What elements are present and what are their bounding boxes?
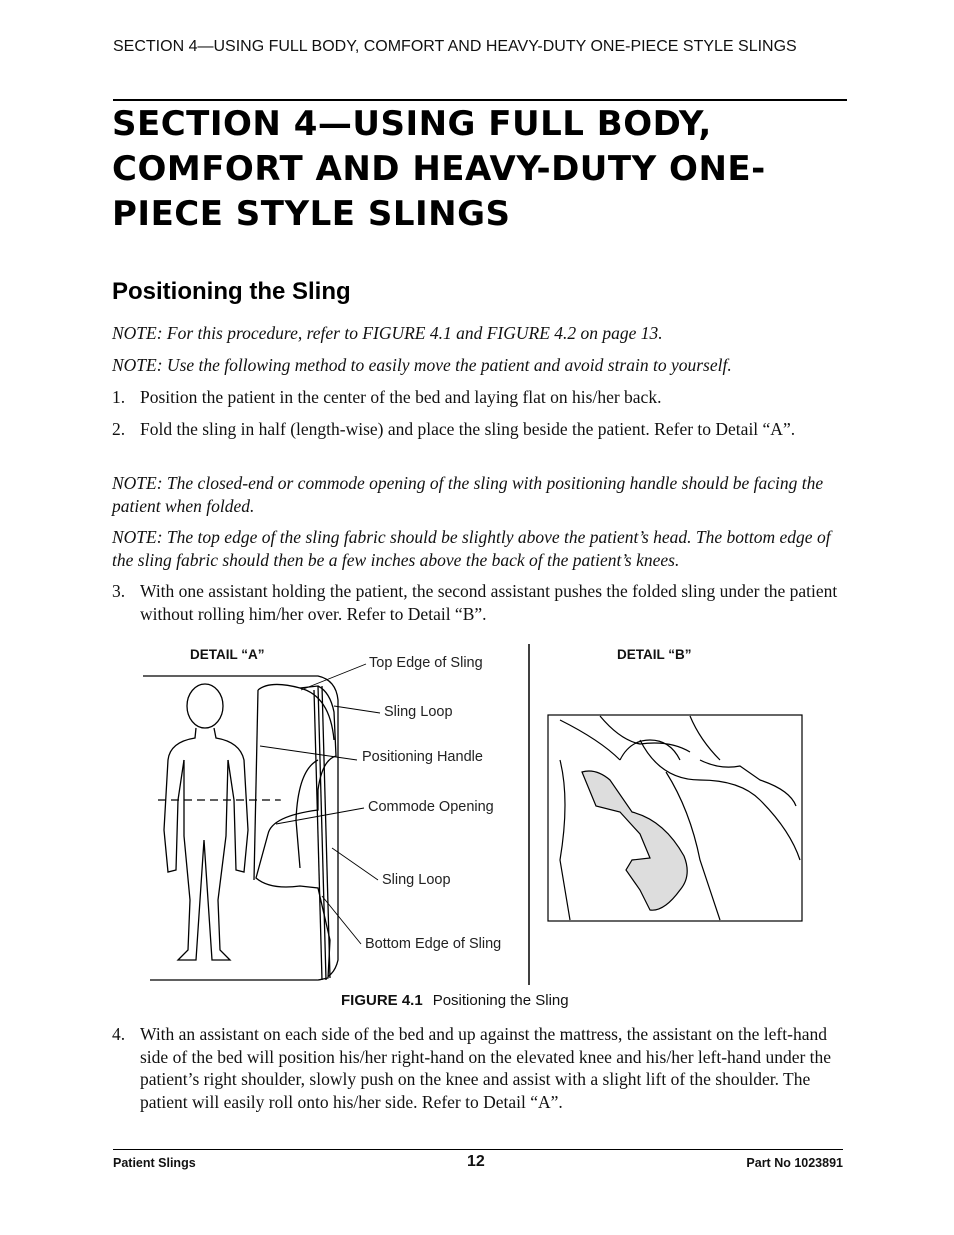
callout-bottom-edge: Bottom Edge of Sling (365, 936, 502, 952)
callout-positioning-handle: Positioning Handle (362, 749, 483, 765)
step-text: Fold the sling in half (length-wise) and place the sling beside the patient. Refer to Detail “A”. (140, 419, 796, 439)
figure-caption-text: Positioning the Sling (432, 992, 569, 1009)
section-title: SECTION 4—USING FULL BODY, COMFORT AND HEAVY-DUTY ONE-PIECE STYLE SLINGS (112, 104, 766, 234)
footer-doc-title: Patient Slings (113, 1156, 196, 1170)
footer-page-number: 12 (467, 1153, 485, 1170)
detail-a-drawing (143, 676, 338, 980)
detail-a-label: DETAIL “A” (190, 647, 265, 662)
callout-sling-loop-bottom: Sling Loop (382, 872, 451, 888)
figure-caption (341, 992, 569, 1009)
step-text: Position the patient in the center of the bed and laying flat on his/her back. (140, 387, 662, 407)
header-rule (113, 99, 847, 101)
step-number: 4. (112, 1024, 126, 1044)
callout-sling-loop-top: Sling Loop (384, 704, 453, 720)
step-number: 1. (112, 387, 126, 407)
running-header: SECTION 4—USING FULL BODY, COMFORT AND HEAVY-DUTY ONE-PIECE STYLE SLINGS (113, 38, 797, 55)
note-closed-end: NOTE: The closed-end or commode opening of the sling with positioning handle should be facing the patient when folded. (112, 473, 824, 516)
note-method: NOTE: Use the following method to easily move the patient and avoid strain to yourself. (112, 355, 732, 375)
leader-lines (260, 664, 380, 944)
step-text: With one assistant holding the patient, the second assistant pushes the folded sling under the patient without rolling him/her over. Refer to Detail “B”. (140, 581, 838, 624)
detail-b-label: DETAIL “B” (617, 647, 692, 662)
callout-commode-opening: Commode Opening (368, 799, 494, 815)
step-text: With an assistant on each side of the bed and up against the mattress, the assistant on the left-hand side of the bed will position his/her right-hand on the elevated knee and his/her left-hand under the patient’s right shoulder, slowly push on the knee and assist with a slight lift of the shoulder. The patient will easily roll onto his/her side. Refer to Detail “A”. (140, 1024, 832, 1112)
detail-b-drawing (548, 715, 802, 921)
subsection-title: Positioning the Sling (112, 278, 351, 305)
footer-rule (113, 1149, 843, 1150)
step-number: 2. (112, 419, 126, 439)
callout-top-edge: Top Edge of Sling (369, 655, 483, 671)
figure-number: FIGURE 4.1 (341, 992, 423, 1009)
footer-part-number: Part No 1023891 (746, 1156, 843, 1170)
note-refer-figures: NOTE: For this procedure, refer to FIGURE 4.1 and FIGURE 4.2 on page 13. (112, 323, 663, 343)
note-top-edge: NOTE: The top edge of the sling fabric should be slightly above the patient’s head. The bottom edge of the sling fabric should then be a few inches above the back of the patient’s knees. (112, 527, 831, 570)
step-number: 3. (112, 581, 126, 601)
